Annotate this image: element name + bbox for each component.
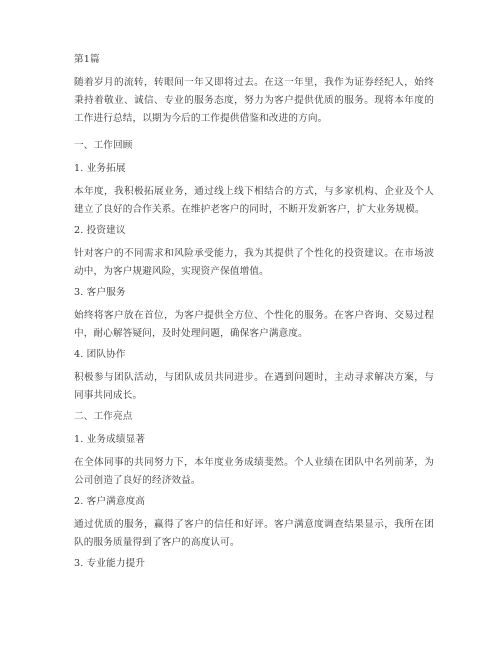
intro-paragraph: 随着岁月的流转，转眼间一年又即将过去。在这一年里，我作为证券经纪人，始终秉持着敬业、诚信、专业的服务态度，努力为客户提供优质的服务。现将本年度的工作进行总结，以期为今后的工作提供借鉴和改进的方向。 — [74, 77, 434, 124]
item-title: 2. 投资建议 — [74, 225, 126, 236]
item-body: 始终将客户放在首位，为客户提供全方位、个性化的服务。在客户咨询、交易过程中，耐心解答疑问，及时处理问题，确保客户满意度。 — [74, 310, 434, 339]
item-title: 1. 业务拓展 — [74, 163, 126, 174]
item-body: 针对客户的不同需求和风险承受能力，我为其提供了个性化的投资建议。在市场波动中，为客户规避风险，实现资产保值增值。 — [74, 248, 434, 277]
section-title: 二、工作亮点 — [74, 411, 133, 422]
item-title: 4. 团队协作 — [74, 349, 126, 360]
item-body: 本年度，我积极拓展业务，通过线上线下相结合的方式，与多家机构、企业及个人建立了良好的合作关系。在维护老客户的同时，不断开发新客户，扩大业务规模。 — [74, 186, 434, 215]
item-body: 通过优质的服务，赢得了客户的信任和好评。客户满意度调查结果显示，我所在团队的服务质量得到了客户的高度认可。 — [74, 519, 434, 548]
section-title: 一、工作回顾 — [74, 140, 133, 151]
item-title: 3. 专业能力提升 — [74, 558, 146, 569]
item-body: 积极参与团队活动，与团队成员共同进步。在遇到问题时，主动寻求解决方案，与同事共同成长。 — [74, 372, 434, 401]
item-body: 在全体同事的共同努力下，本年度业务成绩斐然。个人业绩在团队中名列前茅，为公司创造了良好的经济效益。 — [74, 457, 434, 486]
item-title: 3. 客户服务 — [74, 287, 126, 298]
item-title: 1. 业务成绩显著 — [74, 434, 146, 445]
item-title: 2. 客户满意度高 — [74, 496, 146, 507]
document-heading: 第1篇 — [74, 54, 100, 65]
